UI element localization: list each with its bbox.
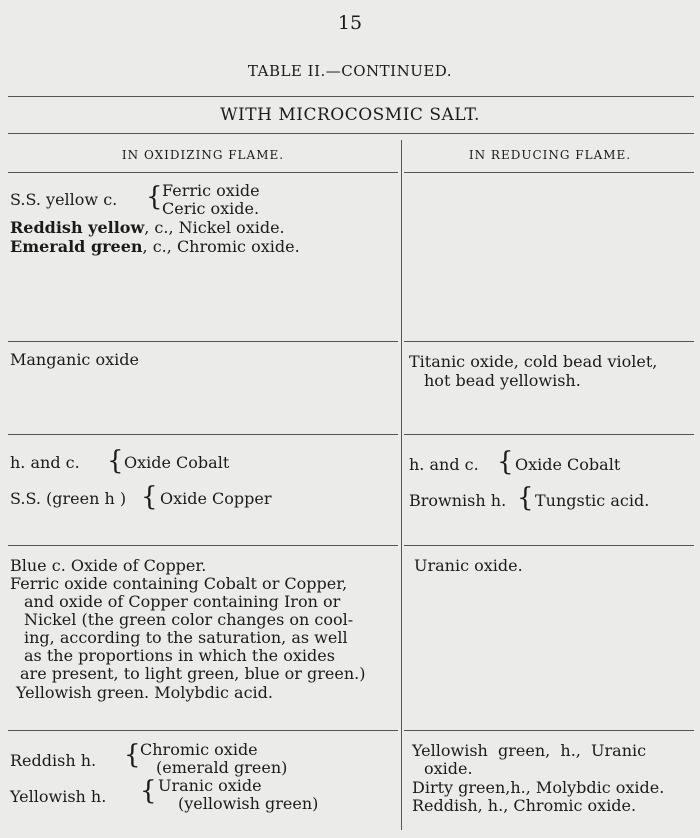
- row5-right-line-4: Reddish, h., Chromic oxide.: [412, 796, 637, 815]
- row4-left-line-1: Blue c. Oxide of Copper.: [10, 556, 207, 575]
- row3-right-brace-1: {: [497, 447, 514, 477]
- row1-left-line-2-rest: , c., Chromic oxide.: [142, 237, 300, 256]
- row1-left-brace-item-2: Ceric oxide.: [162, 199, 260, 218]
- row4-left-line-5: ing, according to the saturation, as well: [24, 628, 348, 647]
- row4-right-line-1: Uranic oxide.: [414, 556, 523, 575]
- row5-left-pair-1-sub: (emerald green): [156, 758, 288, 777]
- row4-left-line-7: are present, to light green, blue or green.): [20, 664, 366, 683]
- row3-left-pair-1-prefix: h. and c.: [10, 453, 80, 472]
- row-rule-left: [8, 434, 398, 435]
- row3-left-pair-2-prefix: S.S. (green h ): [10, 489, 127, 508]
- row3-right-pair-2-prefix: Brownish h.: [409, 491, 507, 510]
- row4-left-line-8: Yellowish green. Molybdic acid.: [16, 683, 273, 702]
- row5-left-pair-2-sub: (yellowish green): [178, 794, 319, 813]
- row-rule-right: [404, 434, 694, 435]
- row3-right-pair-1-prefix: h. and c.: [409, 455, 479, 474]
- row5-left-pair-2-prefix: Yellowish h.: [10, 787, 107, 806]
- column-heading-reducing: IN REDUCING FLAME.: [468, 148, 632, 162]
- row-rule-right: [404, 545, 694, 546]
- column-heading-oxidizing: IN OXIDIZING FLAME.: [121, 148, 285, 162]
- row4-left-line-4: Nickel (the green color changes on cool-: [24, 610, 354, 629]
- row1-left-brace: {: [146, 182, 163, 212]
- row-rule-left: [8, 341, 398, 342]
- row5-right-line-1: Yellowish green, h., Uranic: [412, 741, 647, 760]
- row3-left-brace-1: {: [107, 446, 124, 476]
- top-rule: [8, 96, 694, 97]
- row-rule-right: [404, 730, 694, 731]
- row4-left-line-3: and oxide of Copper containing Iron or: [24, 592, 341, 611]
- page-number: 15: [337, 12, 363, 34]
- section-title: WITH MICROCOSMIC SALT.: [220, 105, 480, 125]
- row3-left-brace-2: {: [141, 482, 158, 512]
- row1-left-line-1-rest: , c., Nickel oxide.: [144, 218, 285, 237]
- row4-left-line-2: Ferric oxide containing Cobalt or Copper,: [10, 574, 348, 593]
- row2-right-line-1: Titanic oxide, cold bead violet,: [409, 352, 658, 371]
- row4-left-line-6: as the proportions in which the oxides: [24, 646, 335, 665]
- emphasis: Reddish yellow: [10, 218, 145, 237]
- row1-left-line-2: [10, 237, 300, 256]
- heading-rule-left: [8, 172, 398, 173]
- row5-left-pair-2-item: Uranic oxide: [158, 776, 262, 795]
- row-rule-left: [8, 545, 398, 546]
- row5-left-pair-1-prefix: Reddish h.: [10, 751, 97, 770]
- row5-left-brace-2: {: [140, 776, 157, 806]
- section-rule: [8, 133, 694, 134]
- row3-right-brace-2: {: [517, 483, 534, 513]
- column-divider: [401, 140, 402, 830]
- row-rule-right: [404, 341, 694, 342]
- row5-left-pair-1-item: Chromic oxide: [140, 740, 258, 759]
- emphasis: Emerald green: [10, 237, 143, 256]
- table-title: TABLE II.—CONTINUED.: [247, 62, 453, 80]
- row3-right-pair-2-item: Tungstic acid.: [535, 491, 650, 510]
- row3-left-pair-1-item: Oxide Cobalt: [124, 453, 230, 472]
- row3-left-pair-2-item: Oxide Copper: [160, 489, 272, 508]
- row1-left-brace-prefix: S.S. yellow c.: [10, 190, 118, 209]
- row5-left-brace-1: {: [124, 740, 141, 770]
- row1-left-line-1: [10, 218, 285, 237]
- row5-right-line-3: Dirty green,h., Molybdic oxide.: [412, 778, 665, 797]
- row2-right-line-2: hot bead yellowish.: [424, 371, 581, 390]
- row2-left-line-1: Manganic oxide: [10, 350, 139, 369]
- row3-right-pair-1-item: Oxide Cobalt: [515, 455, 621, 474]
- row-rule-left: [8, 730, 398, 731]
- row1-left-brace-item-1: Ferric oxide: [162, 181, 260, 200]
- row5-right-line-2: oxide.: [424, 759, 473, 778]
- heading-rule-right: [404, 172, 694, 173]
